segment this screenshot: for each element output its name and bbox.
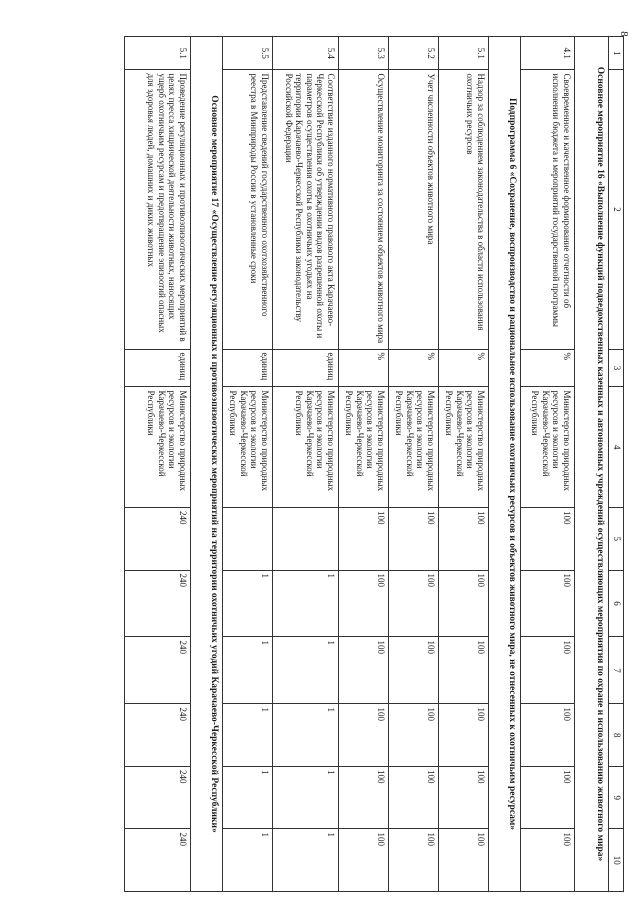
value-v5: 240 <box>125 508 191 571</box>
table-row <box>439 37 489 892</box>
section-title: Основное мероприятие 17 «Осуществление регуляционных и противоэпизоотических мероприятий на территории охотничьих угодий Карачаево-Черкесской Республики» <box>191 37 223 892</box>
indicator-name: Учет численности объектов животного мира <box>389 70 439 349</box>
table-row <box>223 37 273 892</box>
value-v10: 100 <box>521 829 575 892</box>
value-v10: 1 <box>223 829 273 892</box>
value-v5: 100 <box>439 508 489 571</box>
rotated-table-sheet <box>64 36 624 892</box>
section-title: Подпрограмма 6 «Сохранение, воспроизводство и рациональное использование охотничьих ресурсов и объектов животного мира, не отнесенных к охотничьим ресурсам» <box>489 37 521 892</box>
value-v5: 100 <box>339 508 389 571</box>
value-v5: 100 <box>521 508 575 571</box>
value-v9: 1 <box>273 766 339 829</box>
value-v10: 100 <box>389 829 439 892</box>
column-number-row <box>609 37 624 892</box>
column-number: 7 <box>609 637 624 704</box>
indicator-name: Проведение регуляционных и противоэпизоотических мероприятий в целях пресса хищнической деятельности животных, наносящих ущерб охотничьим ресурсам и предотвращение эпизоотий опасных для здоровья людей, домашних и диких животных <box>125 70 191 349</box>
unit: единиц <box>223 349 273 387</box>
value-v8: 240 <box>125 704 191 767</box>
row-number: 5.5 <box>223 37 273 70</box>
table-row <box>125 37 191 892</box>
section-row <box>575 37 609 892</box>
indicator-name: Своевременное и качественное формирование отчетности об исполнении бюджета и мероприятий государственной программы <box>521 70 575 349</box>
section-row <box>191 37 223 892</box>
value-v6: 1 <box>273 570 339 637</box>
value-v9: 100 <box>339 766 389 829</box>
indicator-name: Осуществление мониторинга за состоянием объектов животного мира <box>339 70 389 349</box>
column-number: 4 <box>609 387 624 508</box>
value-v6: 1 <box>223 570 273 637</box>
table-row <box>273 37 339 892</box>
value-v10: 100 <box>439 829 489 892</box>
value-v8: 100 <box>521 704 575 767</box>
value-v5: 100 <box>389 508 439 571</box>
column-number: 2 <box>609 70 624 349</box>
page-number: 8 <box>617 31 630 37</box>
value-v6: 100 <box>339 570 389 637</box>
row-number: 5.2 <box>389 37 439 70</box>
column-number: 8 <box>609 704 624 767</box>
column-number: 9 <box>609 766 624 829</box>
unit: % <box>521 349 575 387</box>
value-v7: 100 <box>389 637 439 704</box>
row-number: 5.4 <box>273 37 339 70</box>
value-v9: 100 <box>439 766 489 829</box>
value-v7: 100 <box>521 637 575 704</box>
value-v7: 240 <box>125 637 191 704</box>
value-v8: 1 <box>273 704 339 767</box>
section-title: Основное мероприятие 16 «Выполнение функций подведомственных казенных и автономных учреждений осуществляющих мероприятия по охране и использованию животного мира» <box>575 37 609 892</box>
value-v6: 100 <box>389 570 439 637</box>
indicators-table <box>124 36 624 892</box>
value-v7: 1 <box>273 637 339 704</box>
executor: Министерство природных ресурсов и экологии Карачаево-Черкесской Республики <box>339 387 389 508</box>
value-v10: 100 <box>339 829 389 892</box>
executor: Министерство природных ресурсов и экологии Карачаево-Черкесской Республики <box>439 387 489 508</box>
value-v7: 1 <box>223 637 273 704</box>
value-v7: 100 <box>339 637 389 704</box>
table-row <box>521 37 575 892</box>
executor: Министерство природных ресурсов и экологии Карачаево-Черкесской Республики <box>389 387 439 508</box>
value-v8: 100 <box>339 704 389 767</box>
indicator-name: Надзор за соблюдением законодательства в области использования охотничьих ресурсов <box>439 70 489 349</box>
value-v10: 240 <box>125 829 191 892</box>
value-v6: 240 <box>125 570 191 637</box>
value-v8: 1 <box>223 704 273 767</box>
column-number: 5 <box>609 508 624 571</box>
value-v8: 100 <box>439 704 489 767</box>
value-v9: 1 <box>223 766 273 829</box>
executor: Министерство природных ресурсов и экологии Карачаево-Черкесской Республики <box>223 387 273 508</box>
row-number: 5.1 <box>439 37 489 70</box>
unit: % <box>389 349 439 387</box>
value-v9: 240 <box>125 766 191 829</box>
row-number: 4.1 <box>521 37 575 70</box>
column-number: 3 <box>609 349 624 387</box>
row-number: 5.3 <box>339 37 389 70</box>
value-v8: 100 <box>389 704 439 767</box>
value-v9: 100 <box>389 766 439 829</box>
column-number: 10 <box>609 829 624 892</box>
value-v6: 100 <box>439 570 489 637</box>
value-v7: 100 <box>439 637 489 704</box>
table-row <box>339 37 389 892</box>
section-row <box>489 37 521 892</box>
indicator-name: Соответствие изданного нормативного правового акта Карачаево-Черкесской Республики об утверждении видов разрешенной охоты и параметров осуществления охоты в охотничьих угодьях на территории Карачаево-Черкесской Республики законодательству Российской Федерации <box>273 70 339 349</box>
value-v9: 100 <box>521 766 575 829</box>
executor: Министерство природных ресурсов и экологии Карачаево-Черкесской Республики <box>125 387 191 508</box>
row-number: 5.1 <box>125 37 191 70</box>
value-v5 <box>273 508 339 571</box>
value-v10: 1 <box>273 829 339 892</box>
value-v5 <box>223 508 273 571</box>
indicator-name: Представление сведений государственного охотхозяйственного реестра в Минприроды России в установленные сроки <box>223 70 273 349</box>
executor: Министерство природных ресурсов и экологии Карачаево-Черкесской Республики <box>521 387 575 508</box>
unit: единиц <box>273 349 339 387</box>
executor: Министерство природных ресурсов и экологии Карачаево-Черкесской Республики <box>273 387 339 508</box>
unit: % <box>439 349 489 387</box>
column-number: 6 <box>609 570 624 637</box>
column-number: 1 <box>609 37 624 70</box>
table-row <box>389 37 439 892</box>
unit: % <box>339 349 389 387</box>
value-v6: 100 <box>521 570 575 637</box>
unit: единиц <box>125 349 191 387</box>
